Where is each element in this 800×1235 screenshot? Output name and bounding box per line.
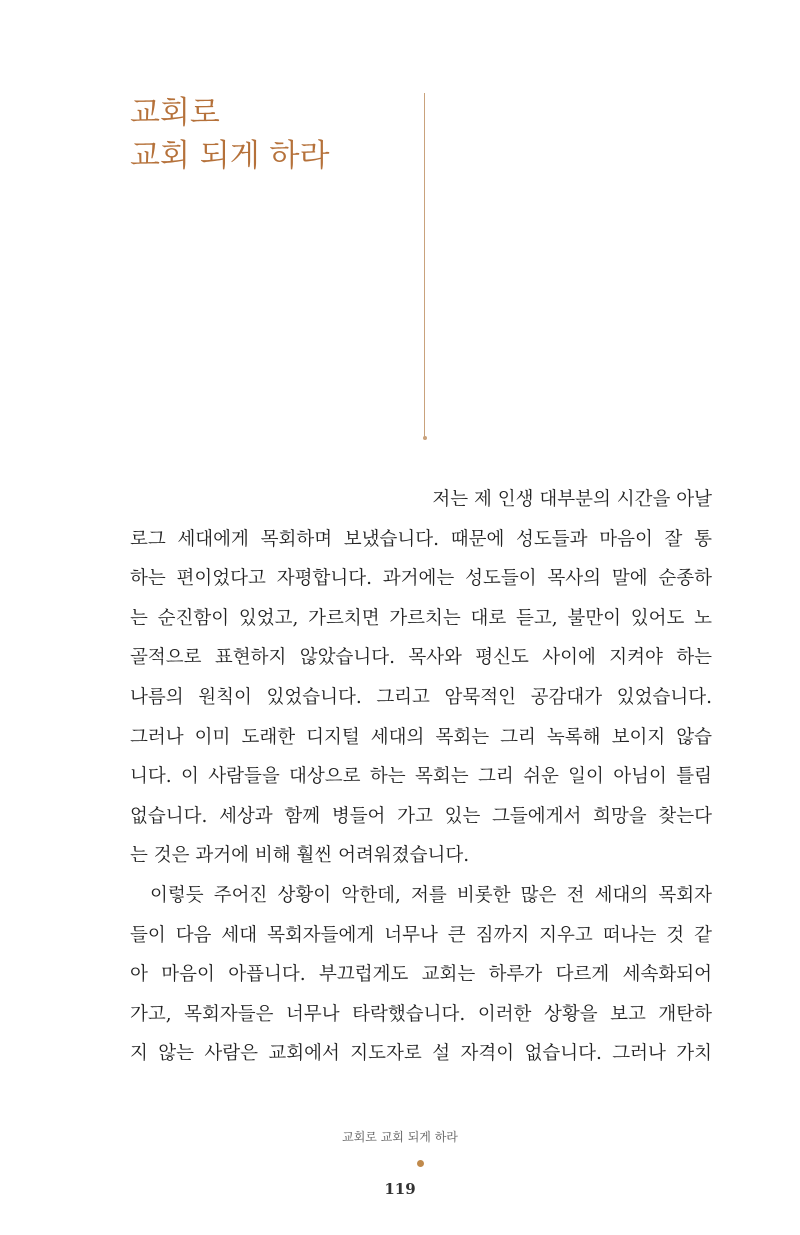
divider-end-dot bbox=[423, 436, 427, 440]
text-line: 가고, 목회자들은 너무나 타락했습니다. 이러한 상황을 보고 개탄하 bbox=[130, 1003, 712, 1025]
paragraph-2 bbox=[130, 876, 712, 1074]
page-number: 119 bbox=[384, 1180, 416, 1198]
text-line: 들이 다음 세대 목회자들에게 너무나 큰 짐까지 지우고 떠나는 것 같 bbox=[130, 924, 712, 946]
text-line: 니다. 이 사람들을 대상으로 하는 목회는 그리 쉬운 일이 아님이 틀림 bbox=[130, 766, 712, 788]
footer-dot bbox=[417, 1160, 424, 1167]
text-line: 그러나 이미 도래한 디지털 세대의 목회는 그리 녹록해 보이지 않습 bbox=[130, 726, 712, 748]
text-line: 없습니다. 세상과 함께 병들어 가고 있는 그들에게서 희망을 찾는다 bbox=[130, 805, 712, 827]
text-line: 아 마음이 아픕니다. 부끄럽게도 교회는 하루가 다르게 세속화되어 bbox=[130, 964, 712, 986]
chapter-title bbox=[130, 92, 329, 178]
text-line: 는 것은 과거에 비해 훨씬 어려워졌습니다. bbox=[130, 845, 470, 867]
text-line: 는 순진함이 있었고, 가르치면 가르치는 대로 듣고, 불만이 있어도 노 bbox=[130, 607, 712, 629]
text-line: 나름의 원칙이 있었습니다. 그리고 암묵적인 공감대가 있었습니다. bbox=[130, 686, 712, 708]
text-line: 지 않는 사람은 교회에서 지도자로 설 자격이 없습니다. 그러나 가치 bbox=[130, 1043, 712, 1065]
body-text bbox=[130, 480, 712, 1074]
text-line: 골적으로 표현하지 않았습니다. 목사와 평신도 사이에 지켜야 하는 bbox=[130, 647, 712, 669]
text-line: 로그 세대에게 목회하며 보냈습니다. 때문에 성도들과 마음이 잘 통 bbox=[130, 528, 712, 550]
vertical-divider bbox=[424, 93, 425, 438]
paragraph-1 bbox=[130, 480, 712, 876]
chapter-title-line-1: 교회로 bbox=[130, 95, 220, 131]
chapter-title-line-2: 교회 되게 하라 bbox=[130, 138, 330, 174]
text-line: 하는 편이었다고 자평합니다. 과거에는 성도들이 목사의 말에 순종하 bbox=[130, 568, 712, 590]
text-line: 저는 제 인생 대부분의 시간을 아날 bbox=[432, 489, 712, 510]
text-line: 이렇듯 주어진 상황이 악한데, 저를 비롯한 많은 전 세대의 목회자 bbox=[150, 884, 712, 906]
running-footer-title: 교회로 교회 되게 하라 bbox=[342, 1130, 458, 1144]
